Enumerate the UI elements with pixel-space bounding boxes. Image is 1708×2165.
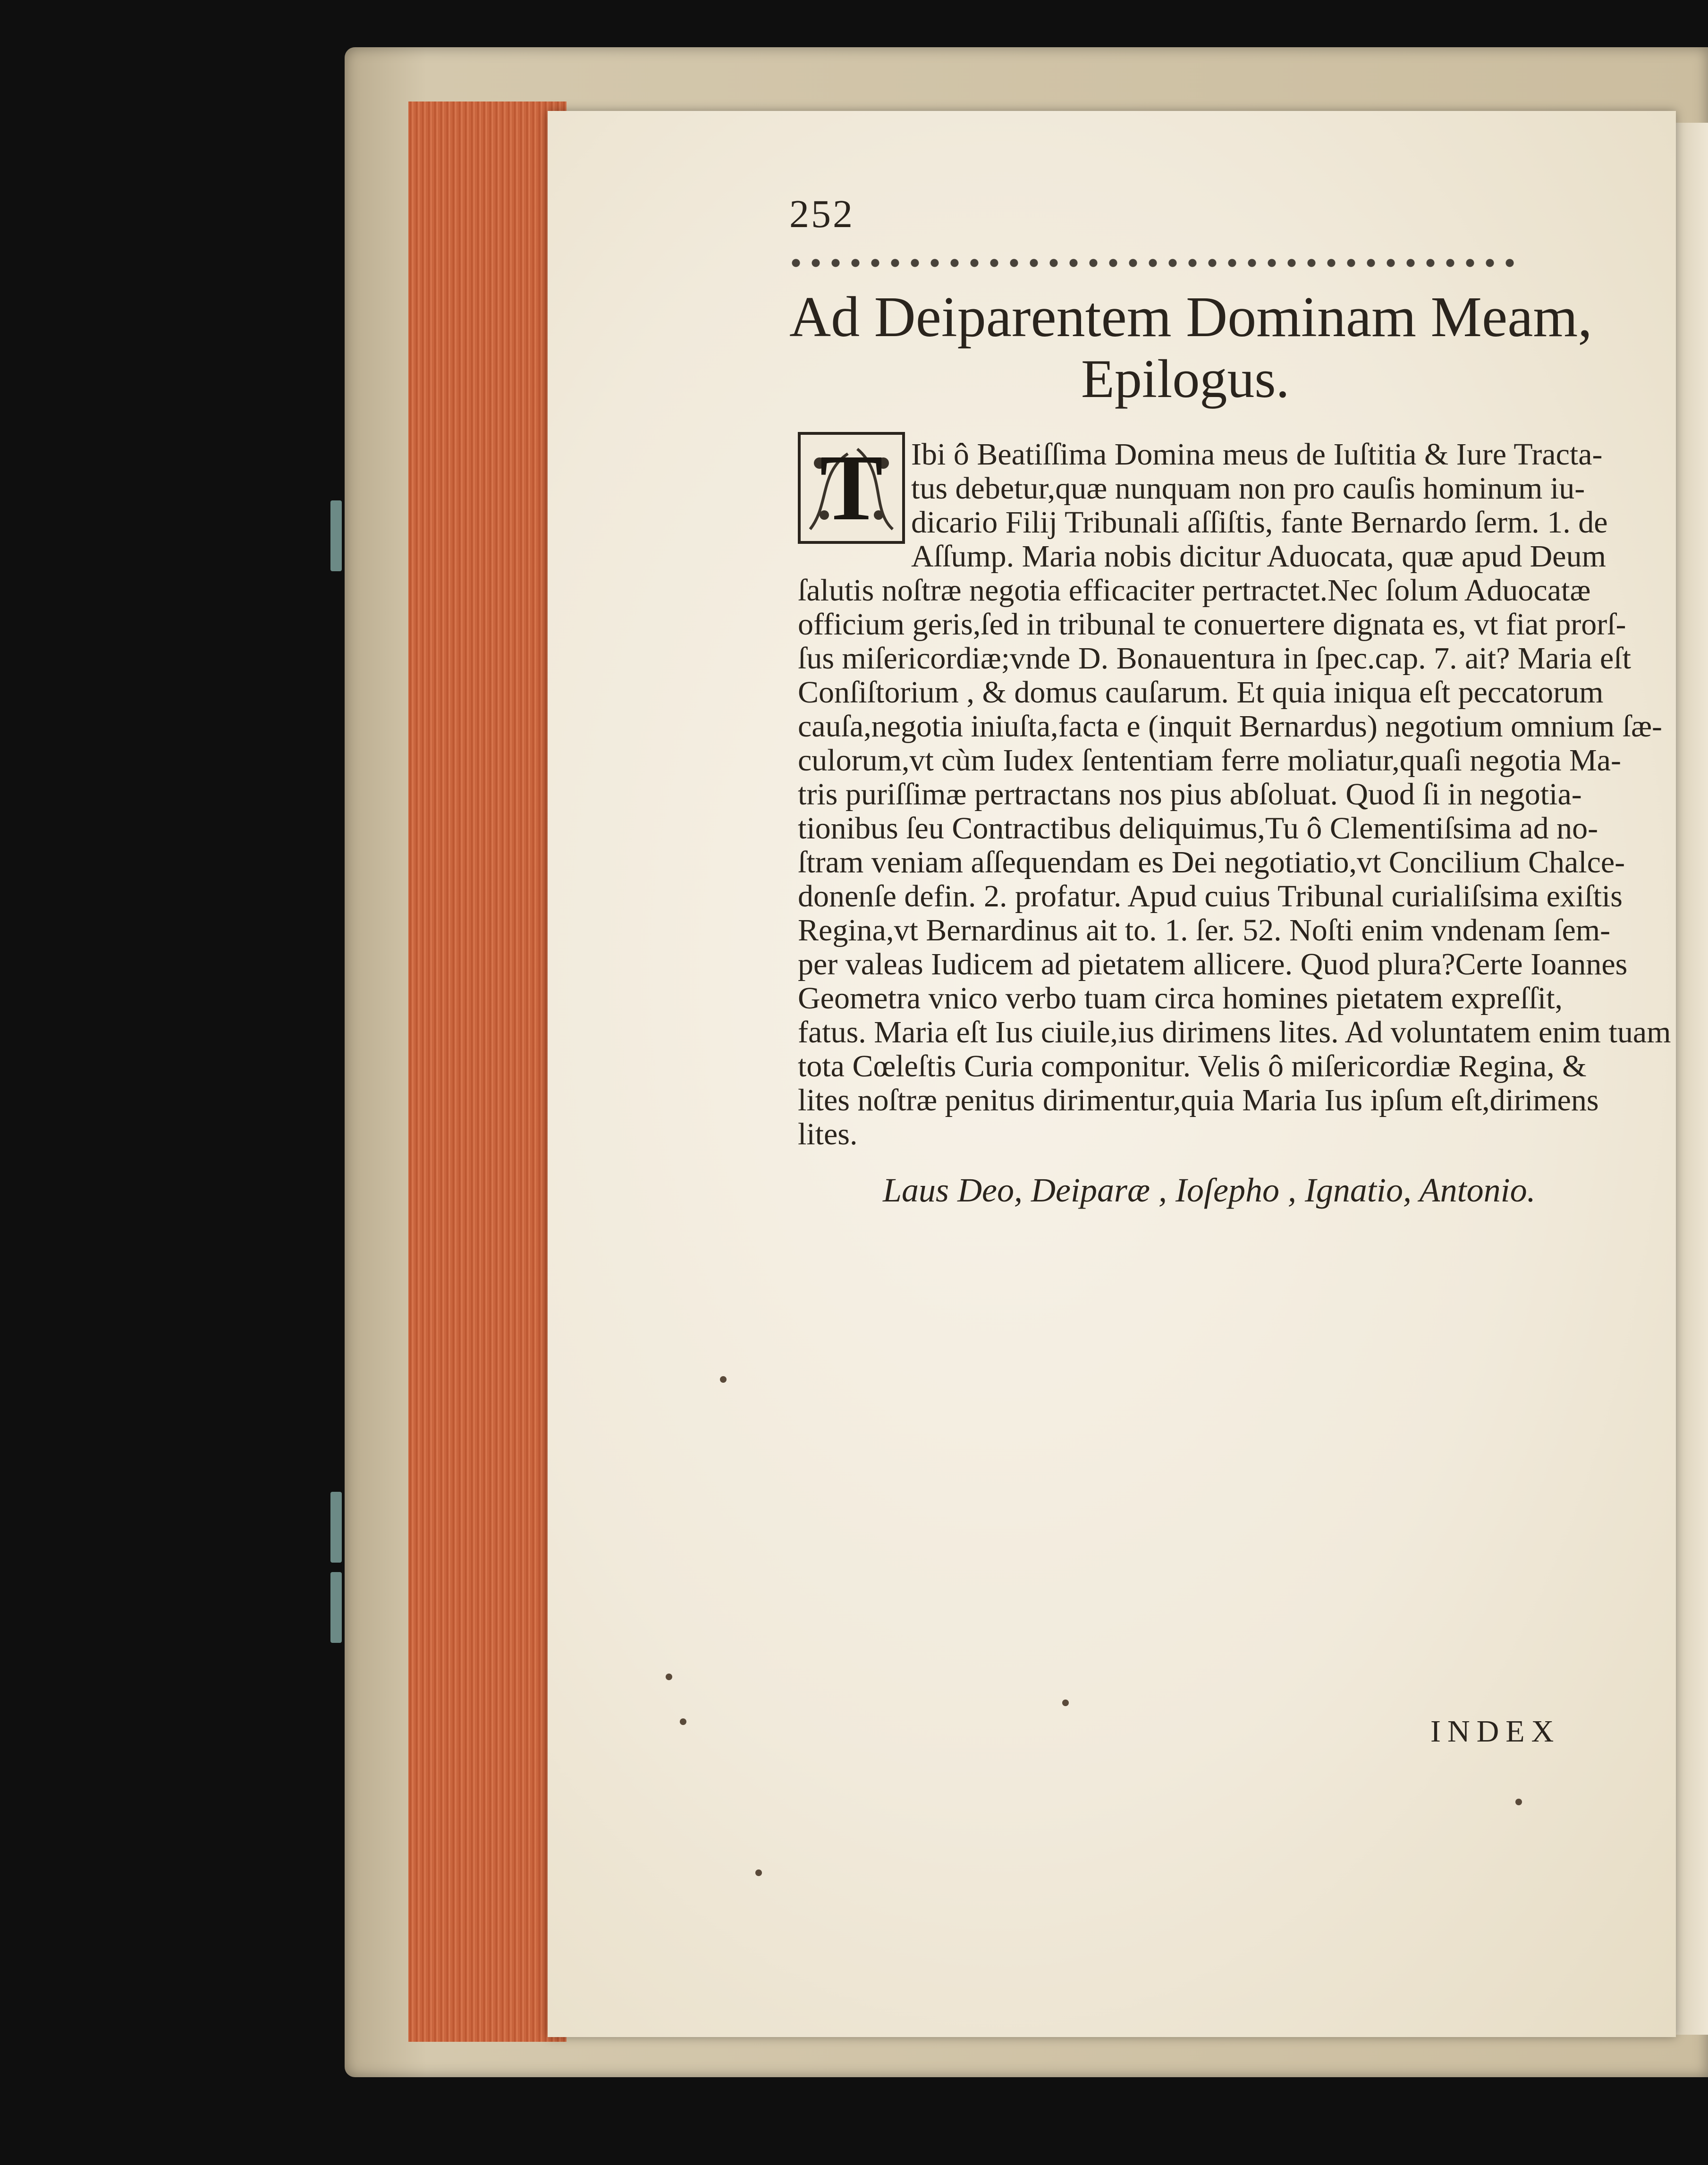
body-line: tus debetur,quæ nunquam non pro cauſis hominum iu- bbox=[911, 471, 1585, 506]
body-line: ſalutis noſtræ negotia efficaciter pertractet.Nec ſolum Aduocatæ bbox=[798, 573, 1591, 608]
body-line: cauſa,negotia iniuſta,facta e (inquit Bernardus) negotium omnium ſæ- bbox=[798, 709, 1662, 744]
body-line: Geometra vnico verbo tuam circa homines pietatem expreſſit, bbox=[798, 981, 1563, 1015]
body-line: Regina,vt Bernardinus ait to. 1. ſer. 52. Noſti enim vndenam ſem- bbox=[798, 913, 1611, 947]
body-line: donenſe defin. 2. profatur. Apud cuius Tribunal curialiſsima exiſtis bbox=[798, 879, 1623, 913]
body-line: Ibi ô Beatiſſima Domina meus de Iuſtitia & Iure Tracta- bbox=[911, 437, 1603, 472]
body-line: culorum,vt cùm Iudex ſententiam ferre moliatur,quaſi negotia Ma- bbox=[798, 743, 1621, 778]
body-line: lites noſtræ penitus dirimentur,quia Maria Ius ipſum eſt,dirimens bbox=[798, 1083, 1599, 1117]
clasp-tab bbox=[330, 1572, 342, 1643]
decorated-initial bbox=[798, 432, 905, 544]
body-line: tota Cœleſtis Curia componitur. Velis ô miſericordiæ Regina, & bbox=[798, 1049, 1587, 1083]
clasp-tab bbox=[330, 500, 342, 571]
catchword: INDEX bbox=[1430, 1714, 1561, 1749]
body-line: officium geris,ſed in tribunal te conuertere dignata es, vt fiat prorſ- bbox=[798, 607, 1626, 642]
clasp-tab bbox=[330, 1492, 342, 1563]
body-line: Aſſump. Maria nobis dicitur Aduocata, quæ apud Deum bbox=[911, 539, 1606, 574]
initial-letter: T bbox=[820, 436, 883, 540]
body-line: tris puriſſimæ pertractans nos pius abſoluat. Quod ſi in negotia- bbox=[798, 777, 1582, 812]
page-edges-red bbox=[408, 101, 567, 2042]
body-line: dicario Filij Tribunali aſſiſtis, fante Bernardo ſerm. 1. de bbox=[911, 505, 1608, 540]
paper-speck bbox=[755, 1869, 762, 1876]
paper-speck bbox=[1515, 1799, 1522, 1805]
page-title: Ad Deiparentem Dominam Meam, bbox=[789, 285, 1592, 349]
paper-speck bbox=[720, 1376, 727, 1383]
page-subtitle: Epilogus. bbox=[1081, 349, 1290, 409]
closing-line: Laus Deo, Deiparæ , Ioſepho , Ignatio, Antonio. bbox=[883, 1171, 1536, 1209]
ornamental-rule bbox=[786, 253, 1522, 273]
body-line: Conſiſtorium , & domus cauſarum. Et quia iniqua eſt peccatorum bbox=[798, 675, 1604, 710]
body-line: per valeas Iudicem ad pietatem allicere. Quod plura?Certe Ioannes bbox=[798, 947, 1628, 981]
paper-speck bbox=[680, 1718, 686, 1725]
body-line: ſus miſericordiæ;vnde D. Bonauentura in ſpec.cap. 7. ait? Maria eſt bbox=[798, 641, 1631, 676]
page-number: 252 bbox=[789, 192, 854, 236]
body-line: ſtram veniam aſſequendam es Dei negotiatio,vt Concilium Chalce- bbox=[798, 845, 1625, 880]
paper-speck bbox=[1062, 1700, 1069, 1706]
body-line: fatus. Maria eſt Ius ciuile,ius dirimens lites. Ad voluntatem enim tuam bbox=[798, 1015, 1671, 1049]
body-line: lites. bbox=[798, 1117, 858, 1151]
body-line: tionibus ſeu Contractibus deliquimus,Tu ô Clementiſsima ad no- bbox=[798, 811, 1598, 846]
paper-speck bbox=[666, 1674, 672, 1680]
